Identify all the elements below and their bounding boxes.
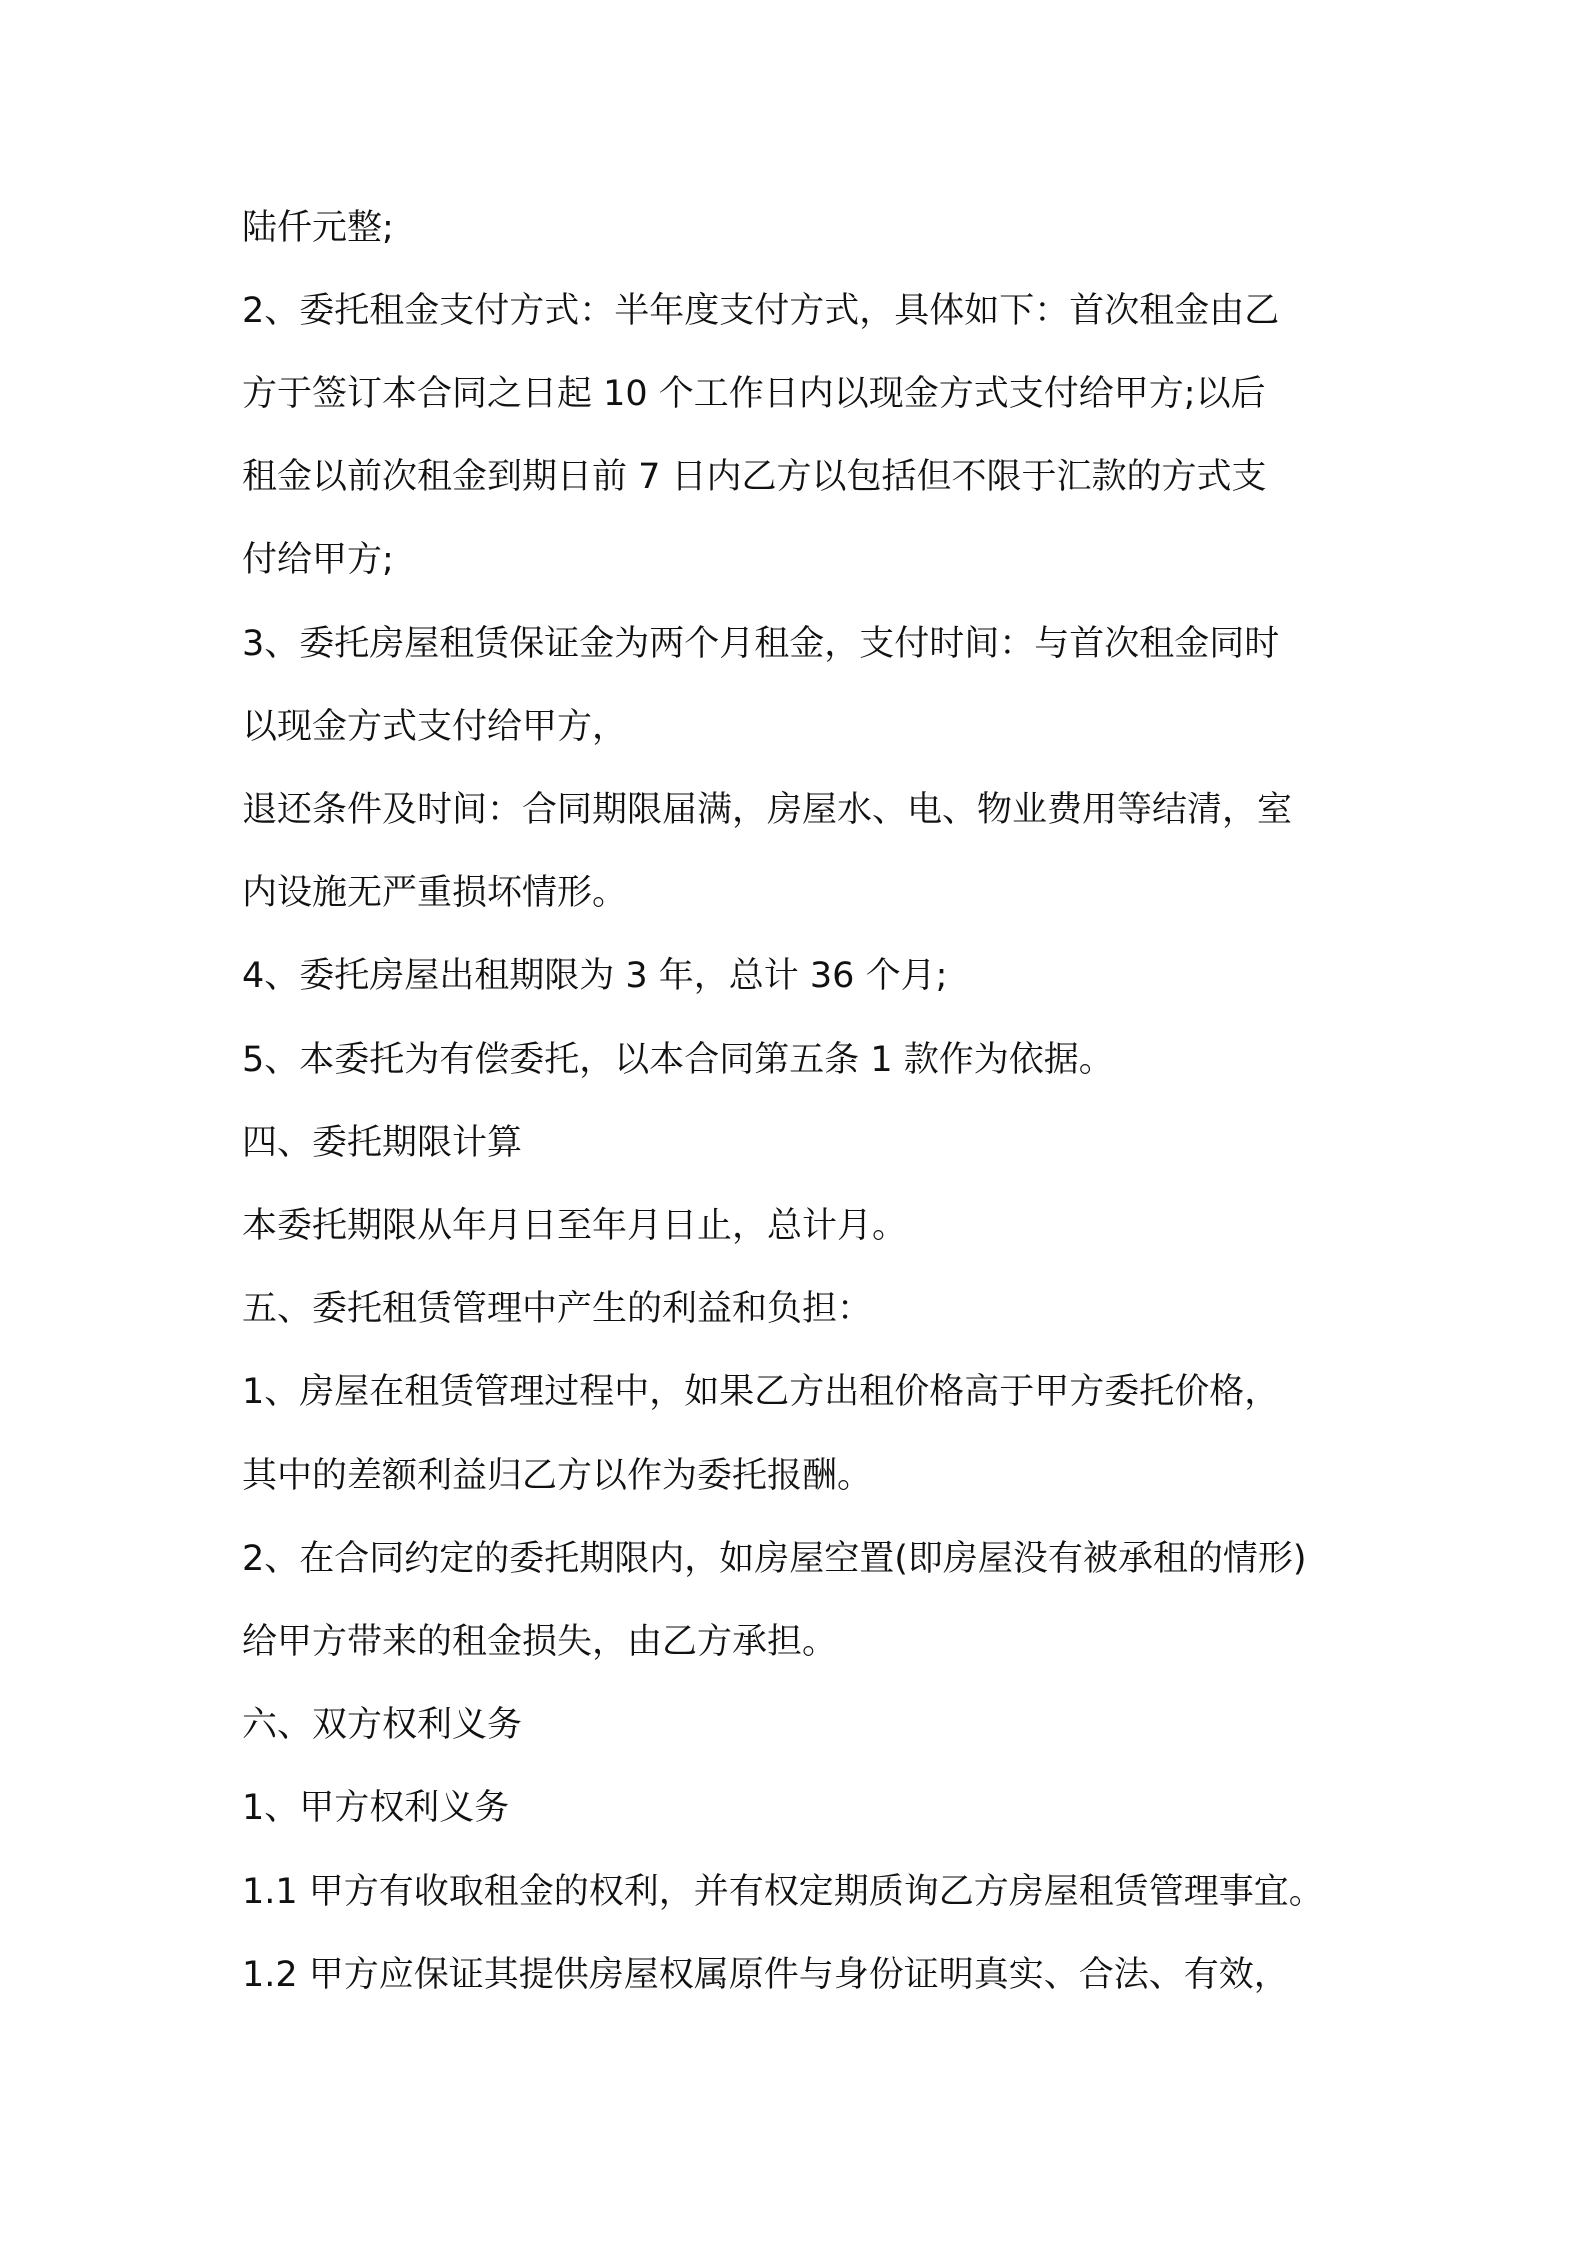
text-line: 2、在合同约定的委托期限内，如房屋空置(即房屋没有被承租的情形) (242, 1539, 1307, 1579)
text-line: 1.1 甲方有收取租金的权利，并有权定期质询乙方房屋租赁管理事宜。 (242, 1872, 1324, 1912)
text-line: 其中的差额利益归乙方以作为委托报酬。 (242, 1456, 873, 1496)
text-line: 内设施无严重损坏情形。 (242, 873, 628, 913)
text-line: 2、委托租金支付方式：半年度支付方式，具体如下：首次租金由乙 (242, 291, 1280, 331)
text-line: 退还条件及时间：合同期限届满，房屋水、电、物业费用等结清，室 (242, 790, 1293, 830)
text-line: 付给甲方; (242, 540, 394, 580)
text-line: 本委托期限从年月日至年月日止，总计月。 (242, 1206, 908, 1246)
text-line: 方于签订本合同之日起 10 个工作日内以现金方式支付给甲方;以后 (242, 374, 1266, 414)
text-line: 陆仟元整; (242, 208, 394, 248)
text-line: 5、本委托为有偿委托，以本合同第五条 1 款作为依据。 (242, 1040, 1114, 1080)
text-line: 4、委托房屋出租期限为 3 年，总计 36 个月; (242, 956, 948, 996)
subsection-heading: 1、甲方权利义务 (242, 1788, 510, 1828)
section-heading: 六、双方权利义务 (242, 1705, 523, 1745)
text-line: 租金以前次租金到期日前 7 日内乙方以包括但不限于汇款的方式支 (242, 457, 1267, 497)
section-heading: 四、委托期限计算 (242, 1123, 523, 1163)
text-line: 1.2 甲方应保证其提供房屋权属原件与身份证明真实、合法、有效， (242, 1955, 1289, 1995)
text-line: 3、委托房屋租赁保证金为两个月租金，支付时间：与首次租金同时 (242, 624, 1280, 664)
text-line: 给甲方带来的租金损失，由乙方承担。 (242, 1622, 838, 1662)
section-heading: 五、委托租赁管理中产生的利益和负担： (242, 1289, 873, 1329)
text-line: 1、房屋在租赁管理过程中，如果乙方出租价格高于甲方委托价格， (242, 1372, 1280, 1412)
text-line: 以现金方式支付给甲方， (242, 707, 628, 747)
